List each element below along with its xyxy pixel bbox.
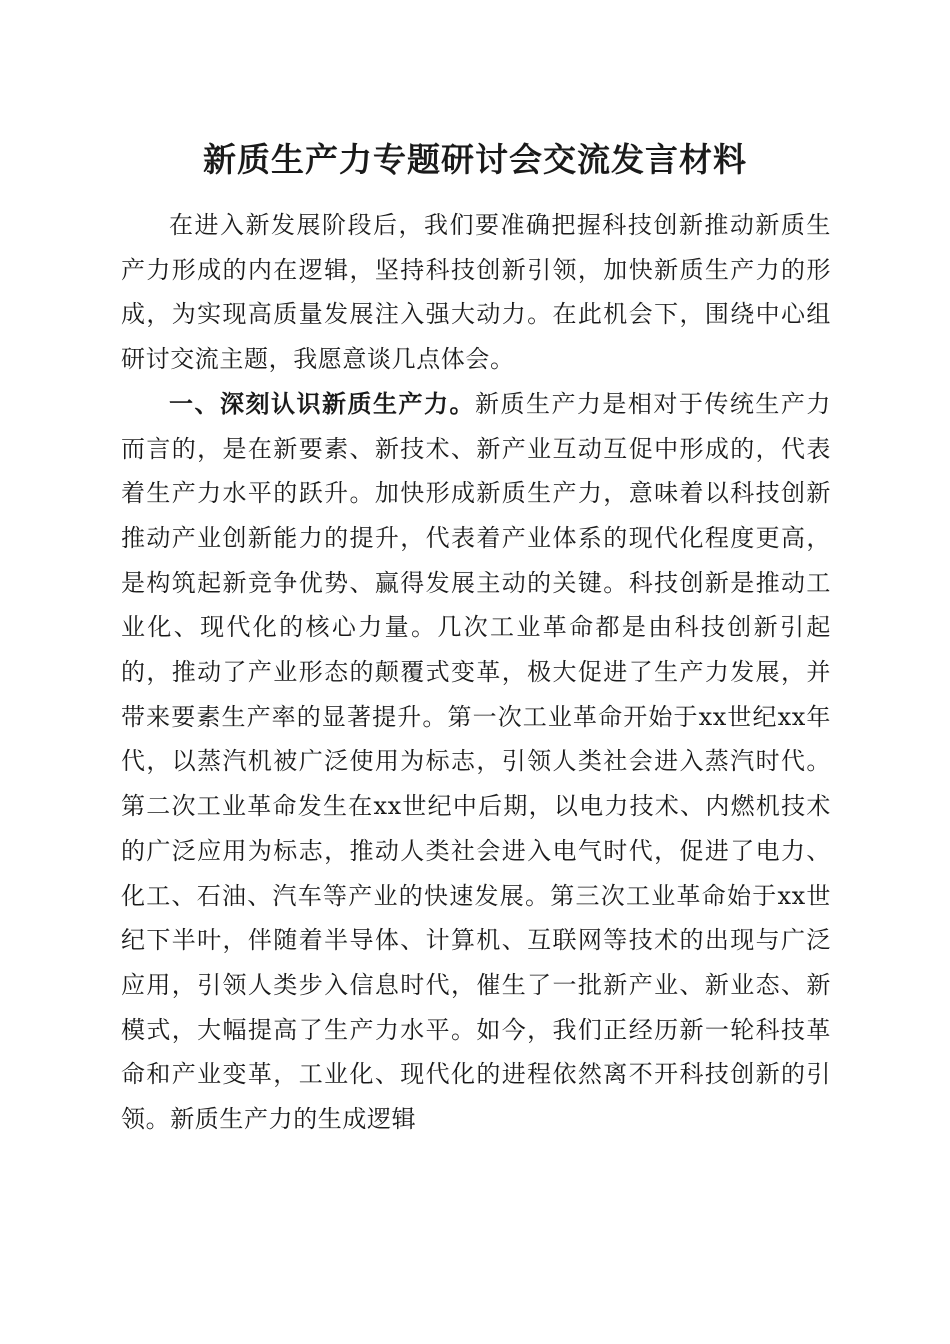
section-one-text: 新质生产力是相对于传统生产力而言的，是在新要素、新技术、新产业互动互促中形成的，代表着生产力水平的跃升。加快形成新质生产力，意味着以科技创新推动产业创新能力的提升，代表着产业体系的现代化程度更高，是构筑起新竞争优势、赢得发展主动的关键。科技创新是推动工业化、现代化的核心力量。几次工业革命都是由科技创新引起的，推动了产业形态的颠覆式变革，极大促进了生产力发展，并带来要素生产率的显著提升。第一次工业革命开始于xx世纪xx年代，以蒸汽机被广泛使用为标志，引领人类社会进入蒸汽时代。第二次工业革命发生在xx世纪中后期，以电力技术、内燃机技术的广泛应用为标志，推动人类社会进入电气时代，促进了电力、化工、石油、汽车等产业的快速发展。第三次工业革命始于xx世纪下半叶，伴随着半导体、计算机、互联网等技术的出现与广泛应用，引领人类步入信息时代，催生了一批新产业、新业态、新模式，大幅提高了生产力水平。如今，我们正经历新一轮科技革命和产业变革，工业化、现代化的进程依然离不开科技创新的引领。新质生产力的生成逻辑 xyxy=(121,389,831,1134)
paragraph-intro xyxy=(121,203,831,382)
section-one-heading: 一、深刻认识新质生产力。 xyxy=(169,388,475,418)
document-title: 新质生产力专题研讨会交流发言材料 xyxy=(203,140,747,179)
document-body xyxy=(121,203,831,1142)
paragraph-intro-text: 在进入新发展阶段后，我们要准确把握科技创新推动新质生产力形成的内在逻辑，坚持科技创新引领，加快新质生产力的形成，为实现高质量发展注入强大动力。在此机会下，围绕中心组研讨交流主题，我愿意谈几点体会。 xyxy=(121,211,831,374)
paragraph-section-one xyxy=(121,382,831,1142)
